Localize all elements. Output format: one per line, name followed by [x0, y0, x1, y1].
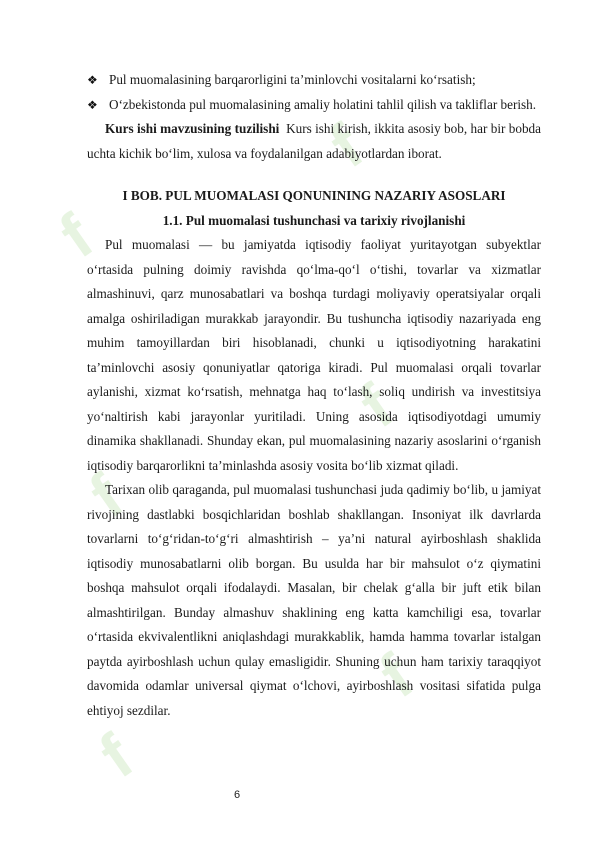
page-content: [87, 68, 541, 723]
spacer: [87, 166, 541, 184]
structure-text: Kurs ishi kirish, ikkita asosiy bob, har bir bobda uchta kichik bo‘lim, xulosa va foydalanilgan adabiyotlardan iborat.: [87, 121, 542, 161]
page-number-text: 6: [233, 789, 241, 801]
svg-text:f: f: [46, 200, 106, 272]
svg-text:f: f: [366, 640, 426, 712]
chapter-title: I BOB. PUL MUOMALASI QONUNINING NAZARIY ASOSLARI: [122, 188, 506, 203]
body-paragraph: Pul muomalasi — bu jamiyatda iqtisodiy faoliyat yuritayotgan subyektlar o‘rtasida pulning doimiy ravishda qo‘lma-qo‘l o‘tishi, tovarlar va xizmatlar almashinuvi, qarz munosabatlari va boshqa turdagi moliyaviy operatsiyalar orqali amalga oshiriladigan murakkab jarayondir. Bu tushuncha iqtisodiy nazariyada eng muhim tamoyillardan biri hisoblanadi, chunki u iqtisodiyotning harakatini ta’minlovchi asosiy qonuniyatlar qatoriga kiradi. Pul muomalasi orqali tovarlar aylanishi, xizmat ko‘rsatish, mehnatga haq to‘lash, soliq undirish va investitsiya yo‘naltirish kabi jarayonlar yuritiladi. Uning asosida iqtisodiyotdagi umumiy dinamika shakllanadi. Shunday ekan, pul muomalasining nazariy asoslarini o‘rganish iqtisodiy barqarorlikni ta’minlashda asosiy vosita bo‘lib xizmat qiladi.: [87, 237, 541, 473]
svg-text:f: f: [76, 460, 136, 532]
svg-text:f: f: [346, 370, 406, 442]
diamond-bullet-icon: ❖: [87, 97, 98, 112]
svg-text:f: f: [316, 110, 376, 182]
list-item: [87, 68, 541, 93]
diamond-bullet-icon: ❖: [87, 73, 98, 87]
structure-paragraph: [87, 117, 541, 166]
body-paragraph: Tarixan olib qaraganda, pul muomalasi tushunchasi juda qadimiy bo‘lib, u jamiyat rivojining dastlabki bosqichlaridan boshlab shakllangan. Insoniyat ilk davrlarda tovarlarni to‘g‘ridan-to‘g‘ri almashtirish – ya’ni natural ayirboshlash shaklida iqtisodiy munosabatlarni olib borgan. Bu usulda har bir mahsulot o‘z qiymatini boshqa mahsulot orqali ifodalaydi. Masalan, bir chelak g‘alla bir juft etik bilan almashtirilgan. Bunday almashuv shaklining eng katta kamchiligi esa, tovarlar o‘rtasida ekvivalentlikni aniqlashdagi murakkablik, hamda hamma tovarlar istalgan paytda ayirboshlash uchun qulay emasligidir. Shuning uchun ham tarixiy taraqqiyot davomida odamlar universal qiymat o‘lchovi, ayirboshlash vositasi sifatida pulga ehtiyoj sezdilar.: [87, 482, 541, 718]
list-item-text: Pul muomalasining barqarorligini ta’minlovchi vositalarni ko‘rsatish;: [109, 72, 476, 87]
page-number: [0, 789, 596, 801]
list-item: [87, 93, 541, 118]
svg-text:f: f: [86, 720, 146, 792]
section-title: 1.1. Pul muomalasi tushunchasi va tarixiy rivojlanishi: [162, 212, 466, 228]
structure-label: Kurs ishi mavzusining tuzilishi: [105, 121, 280, 136]
list-item-text: O‘zbekistonda pul muomalasining amaliy holatini tahlil qilish va takliflar berish.: [109, 96, 537, 112]
